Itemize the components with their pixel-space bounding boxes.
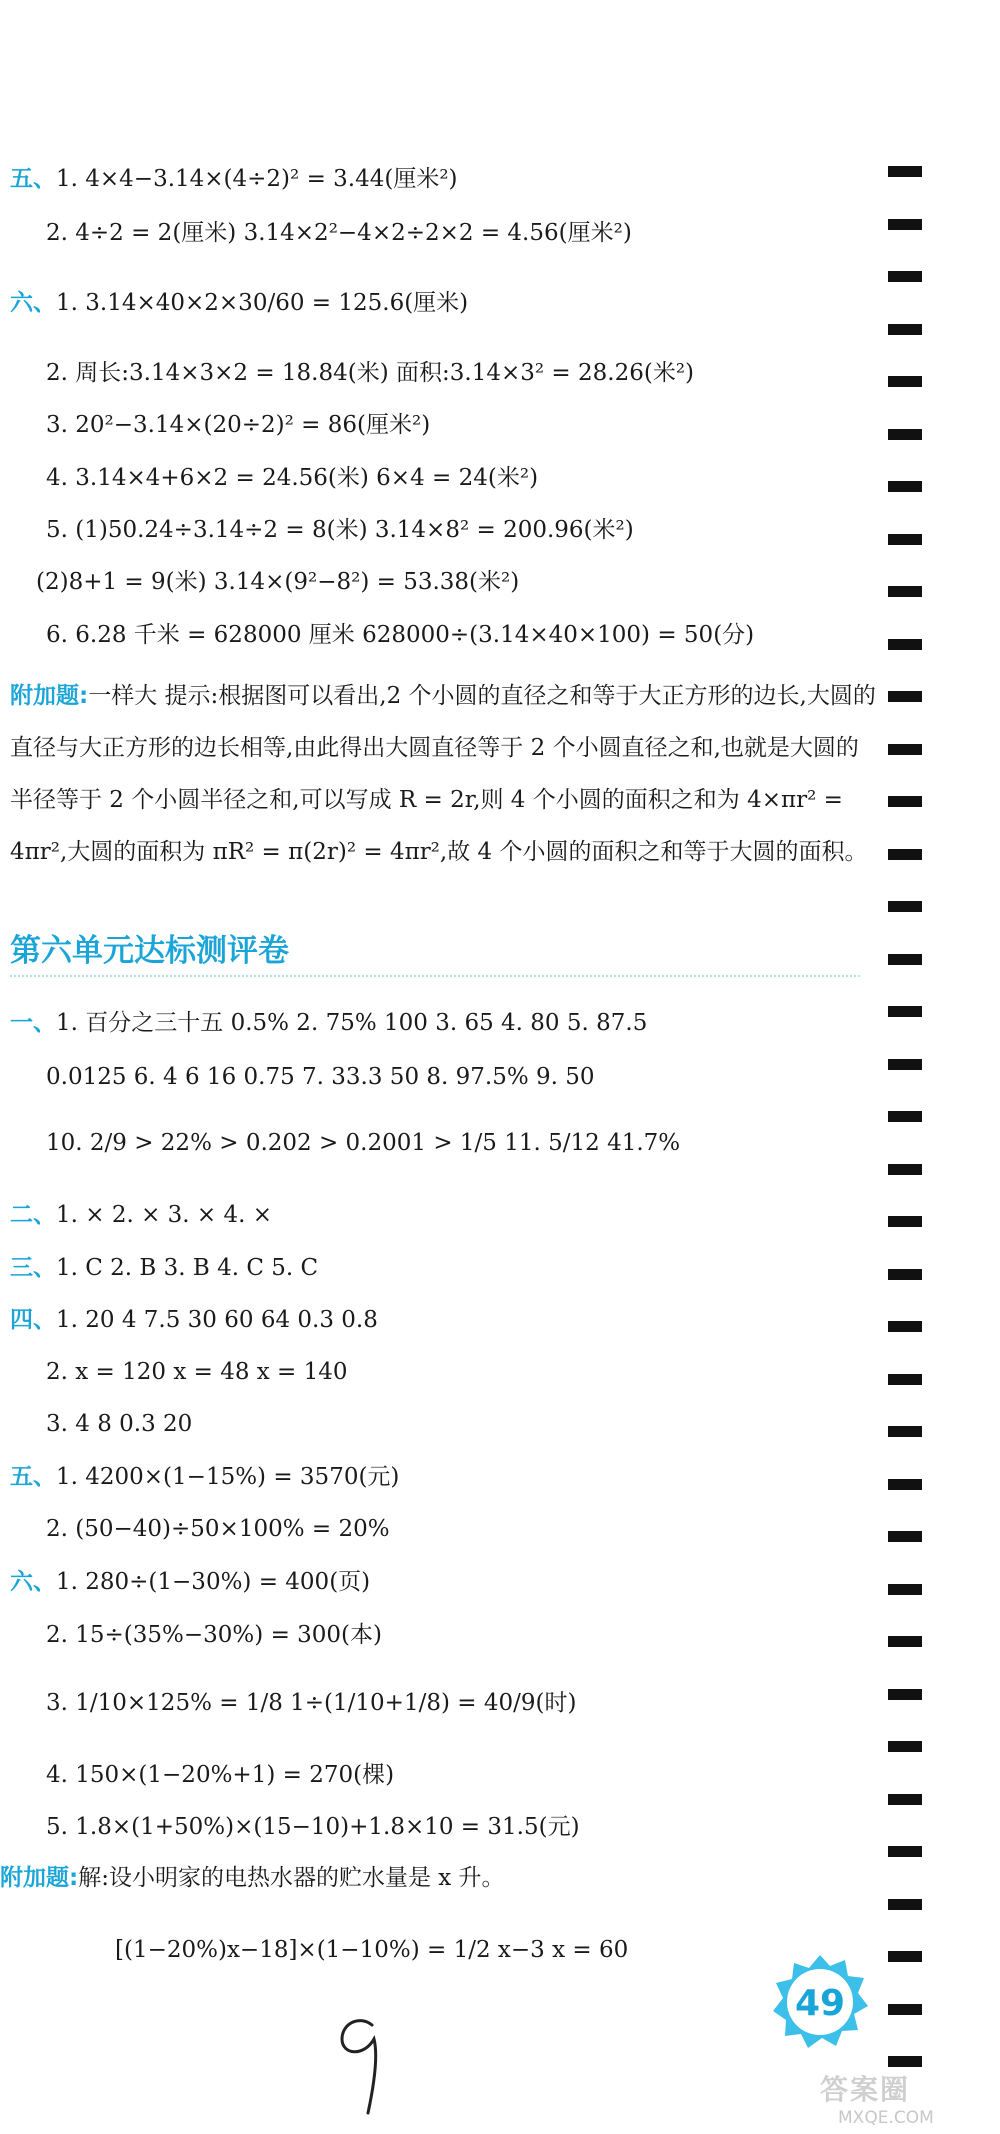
s5a-line-2 [10, 218, 632, 248]
margin-bar [888, 1899, 922, 1910]
page-number: 49 [794, 1983, 846, 2024]
s4-item-1: 1. 20 4 7.5 30 60 64 0.3 0.8 [56, 1307, 378, 1333]
margin-bar [888, 796, 922, 807]
margin-bar [888, 1426, 922, 1437]
s6b-item-1: 1. 280÷(1−30%) = 400(页) [56, 1569, 371, 1595]
margin-bar [888, 1269, 922, 1280]
margin-bar [888, 429, 922, 440]
s6b-item-4: 4. 150×(1−20%+1) = 270(棵) [46, 1762, 395, 1788]
s6a-item-6: (2)8+1 = 9(米) 3.14×(9²−8²) = 53.38(米²) [36, 569, 520, 595]
margin-bar [888, 534, 922, 545]
margin-bar [888, 1111, 922, 1122]
margin-bar [888, 2056, 922, 2067]
s6a-item-4: 4. 3.14×4+6×2 = 24.56(米) 6×4 = 24(米²) [46, 465, 539, 491]
margin-bar [888, 1846, 922, 1857]
s5b-line-1 [10, 1462, 399, 1492]
margin-bar [888, 271, 922, 282]
s5a-line-1 [10, 164, 458, 194]
margin-bar [888, 1216, 922, 1227]
margin-bar [888, 2004, 922, 2015]
s6a-line-4 [10, 463, 538, 493]
bonus-b-text: 解:设小明家的电热水器的贮水量是 x 升。 [78, 1865, 505, 1891]
bonus-b-line-1 [0, 1863, 505, 1893]
margin-bar [888, 1059, 922, 1070]
margin-bar [888, 1636, 922, 1647]
unit-heading: 第六单元达标测评卷 [10, 933, 289, 969]
s1-line-2 [10, 1062, 595, 1092]
s2-label: 二、 [10, 1202, 56, 1228]
s6b-line-5 [10, 1812, 580, 1842]
s5a-item-2: 2. 4÷2 = 2(厘米) 3.14×2²−4×2÷2×2 = 4.56(厘米²) [46, 220, 632, 246]
margin-bar [888, 1164, 922, 1175]
margin-bar [888, 166, 922, 177]
s3-label: 三、 [10, 1255, 56, 1281]
s1-item-3: 10. 2/9 > 22% > 0.202 > 0.2001 > 1/5 11. 5/12 41.7% [46, 1130, 681, 1156]
s1-item-1: 1. 百分之三十五 0.5% 2. 75% 100 3. 65 4. 80 5. 87.5 [56, 1010, 648, 1036]
s6a-line-5 [10, 515, 634, 545]
margin-bar [888, 219, 922, 230]
margin-bar [888, 639, 922, 650]
margin-bar [888, 1689, 922, 1700]
margin-bar [888, 691, 922, 702]
margin-bar [888, 1006, 922, 1017]
s1-label: 一、 [10, 1010, 56, 1036]
margin-bar [888, 481, 922, 492]
s6a-line-7 [10, 620, 754, 650]
s5b-item-2: 2. (50−40)÷50×100% = 20% [46, 1516, 390, 1542]
s4-item-2: 2. x = 120 x = 48 x = 140 [46, 1359, 348, 1385]
s6a-item-3: 3. 20²−3.14×(20÷2)² = 86(厘米²) [46, 412, 431, 438]
s6a-line-1 [10, 288, 468, 318]
margin-bar [888, 324, 922, 335]
s1-line-1 [10, 1008, 647, 1038]
s6a-label: 六、 [10, 290, 56, 316]
margin-bar [888, 849, 922, 860]
s6b-line-2 [10, 1620, 382, 1650]
s6b-line-1 [10, 1567, 370, 1597]
s5b-label: 五、 [10, 1464, 56, 1490]
s4-line-3 [10, 1409, 192, 1439]
s6a-item-1: 1. 3.14×40×2×30/60 = 125.6(厘米) [56, 290, 469, 316]
margin-bar [888, 1951, 922, 1962]
s4-item-3: 3. 4 8 0.3 20 [46, 1411, 193, 1437]
s4-line-1 [10, 1305, 378, 1335]
s5a-label: 五、 [10, 166, 56, 192]
margin-bar [888, 1794, 922, 1805]
s6a-line-6 [36, 567, 519, 597]
s3-item-1: 1. C 2. B 3. B 4. C 5. C [56, 1255, 319, 1281]
margin-bar [888, 376, 922, 387]
handwritten-mark-icon [320, 1980, 410, 2120]
handwritten-mark-text: 9 [320, 1980, 331, 1999]
watermark-url: MXQE.COM [838, 2108, 934, 2128]
heading-divider [10, 975, 860, 977]
s6b-line-3 [10, 1688, 576, 1718]
margin-bar [888, 1531, 922, 1542]
s2-item-1: 1. × 2. × 3. × 4. × [56, 1202, 273, 1228]
bonus-a-label: 附加题: [10, 683, 89, 709]
margin-bar [888, 901, 922, 912]
bonus-b-equation: [(1−20%)x−18]×(1−10%) = 1/2 x−3 x = 60 [115, 1937, 629, 1963]
s6b-line-4 [10, 1760, 394, 1790]
margin-bar [888, 1374, 922, 1385]
margin-bar [888, 1741, 922, 1752]
bonus-a-text: 一样大 提示:根据图可以看出,2 个小圆的直径之和等于大正方形的边长,大圆的直径与大正方形的边长相等,由此得出大圆直径等于 2 个小圆直径之和,也就是大圆的半径等于 2 个小圆半径之和,可以写成 R = 2r,则 4 个小圆的面积之和为 4×πr² = 4πr²,大圆的面积为 πR² = π(2r)² = 4πr²,故 4 个小圆的面积之和等于大圆的面积。 [10, 683, 876, 865]
bonus-b-line-2 [115, 1935, 628, 1965]
s6a-line-3 [10, 410, 430, 440]
s5b-item-1: 1. 4200×(1−15%) = 3570(元) [56, 1464, 400, 1490]
margin-bar [888, 586, 922, 597]
s4-label: 四、 [10, 1307, 56, 1333]
s6a-item-7: 6. 6.28 千米 = 628000 厘米 628000÷(3.14×40×100) = 50(分) [46, 622, 755, 648]
margin-bar [888, 1584, 922, 1595]
s6b-label: 六、 [10, 1569, 56, 1595]
s4-line-2 [10, 1357, 348, 1387]
s1-line-3 [10, 1128, 680, 1158]
s5a-item-1: 1. 4×4−3.14×(4÷2)² = 3.44(厘米²) [56, 166, 458, 192]
s6a-item-2: 2. 周长:3.14×3×2 = 18.84(米) 面积:3.14×3² = 28.26(米²) [46, 360, 695, 386]
s6a-item-5: 5. (1)50.24÷3.14÷2 = 8(米) 3.14×8² = 200.96(米²) [46, 517, 634, 543]
margin-bar [888, 1321, 922, 1332]
s6b-item-5: 5. 1.8×(1+50%)×(15−10)+1.8×10 = 31.5(元) [46, 1814, 580, 1840]
margin-bar [888, 1479, 922, 1490]
margin-bar [888, 954, 922, 965]
s5b-line-2 [10, 1514, 390, 1544]
s2-line-1 [10, 1200, 272, 1230]
bonus-a [10, 670, 880, 878]
s1-item-2: 0.0125 6. 4 6 16 0.75 7. 33.3 50 8. 97.5% 9. 50 [46, 1064, 595, 1090]
s3-line-1 [10, 1253, 318, 1283]
s6b-item-2: 2. 15÷(35%−30%) = 300(本) [46, 1622, 382, 1648]
s6a-line-2 [10, 358, 694, 388]
bonus-b-label: 附加题: [0, 1865, 79, 1891]
watermark-brand: 答案圈 [820, 2073, 911, 2106]
margin-bar [888, 744, 922, 755]
page-number-badge [770, 1952, 870, 2052]
s6b-item-3: 3. 1/10×125% = 1/8 1÷(1/10+1/8) = 40/9(时) [46, 1690, 577, 1716]
